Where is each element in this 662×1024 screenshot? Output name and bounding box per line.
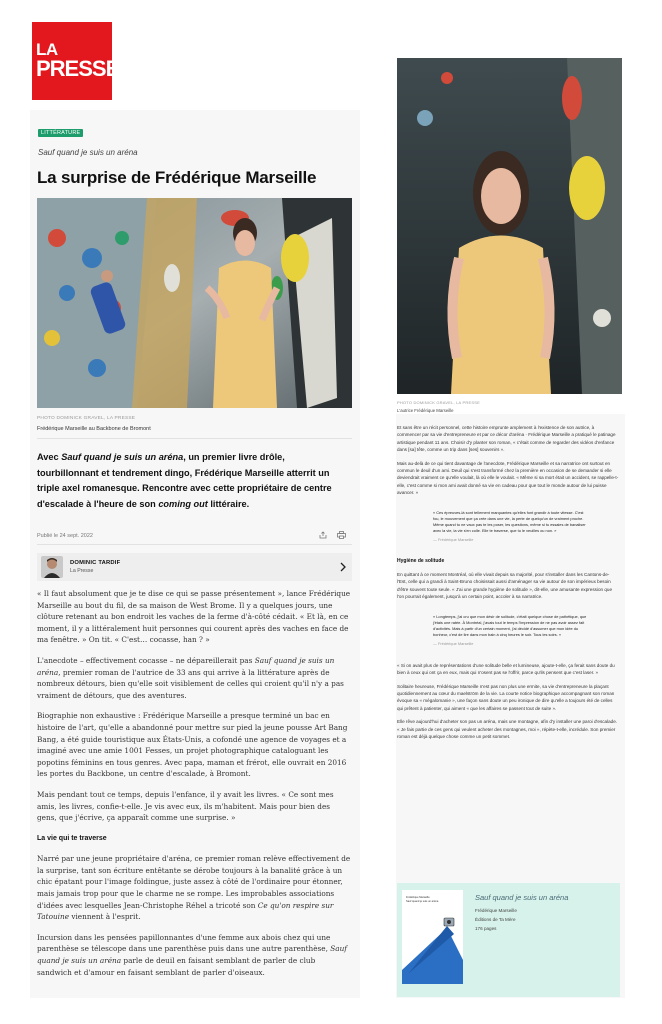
- lede-text-3: littéraire.: [207, 498, 250, 509]
- body-paragraph: Et sans être un récit personnel, cette histoire emprunte amplement à l'existence de son autrice, à commencer par sa vie d'entrepreneure et par ce décor d'aréna · Frédérique Marseille a pratiqué le patinage artistique pendant 11 ans. Choisir d'y planter son roman, « c'était comme de regarder des vidéos d'enfance dans [sa] tête, comme un trip dans [ses] souvenirs ».: [397, 425, 616, 453]
- pull-quote: [433, 614, 587, 647]
- lede-book-title: Sauf quand je suis un aréna: [61, 452, 184, 462]
- body-paragraph: [37, 932, 352, 978]
- section-subhead: La vie qui te traverse: [37, 834, 107, 842]
- article-kicker: Sauf quand je suis un aréna: [38, 148, 138, 157]
- body-paragraph: Mais au-delà de ce qui tient davantage de l'anecdote, Frédérique Marseille et sa narratrice ont surtout en commun le deuil d'un ami. Deuil qui s'est transformé chez la première en occasion de se demander si elle deviendrait vraiment ce qu'elle voulait, là où elle le voulait. « Même si sa mort était un accident, se rappelle-t-elle, c'est comme si mon ami avait donné sa vie en cadeau pour que tout le monde autour de lui puisse avancer. »: [397, 460, 619, 496]
- book-author: Frédérique Marseille: [475, 908, 517, 913]
- main-photo-credit: PHOTO DOMINICK GRAVEL, LA PRESSE: [37, 416, 136, 421]
- body-paragraph: Mais pendant tout ce temps, depuis l'enfance, il y avait les livres. « Ce sont mes amis, les livres, confie-t-elle. Je vis avec eux, ils m'habitent. Mais pour bien des gens, que j'écrive, ça apparaît comme une surprise. »: [37, 789, 334, 823]
- portrait-photo-credit: PHOTO DOMINICK GRAVEL, LA PRESSE: [397, 400, 480, 405]
- body-paragraph: Biographie non exhaustive : Frédérique Marseille a presque terminé un bac en histoire de l'art, qu'elle a abandonné pour mettre sur pied la jeune pousse Art Bang Bang, a été guide touristique aux États-Unis, a cofondé une agence de voyages et a imaginé avec une amie 1001 Fesses, un projet photographique cataloguant les popotins féminins en tous genres. Avec papa, maman et frérot, elle ouvrait en 2016 les portes du Backbone, un centre d'escalade, à Bromont.: [37, 711, 348, 779]
- paragraph-text: , premier roman de l'autrice de 33 ans qui arrive à la littérature après de nombreux détours, bien qu'elle soit visiblement de celles qui croient qu'il n'y a pas vraiment de détours, que des aventures.: [37, 667, 344, 700]
- main-photo-caption: Frédérique Marseille au Backbone de Bromont: [37, 426, 151, 432]
- la-presse-logo[interactable]: [32, 22, 120, 100]
- portrait-photo-caption: L'autrice Frédérique Marseille: [397, 408, 454, 413]
- paragraph-text: viennent à l'esprit.: [69, 912, 141, 922]
- divider: [37, 438, 352, 439]
- cover-title-text: Sauf quand je suis un aréna: [406, 900, 439, 903]
- lede-text-1: Avec: [37, 452, 62, 462]
- book-title-ref: Sauf quand je suis un aréna: [37, 944, 347, 966]
- article-lede: [37, 450, 347, 512]
- cover-author-text: Frédérique Marseille: [406, 896, 430, 899]
- print-icon[interactable]: [337, 531, 346, 539]
- section-subhead: Hygiène de solitude: [397, 557, 445, 564]
- logo-line-1: LA: [36, 40, 58, 60]
- author-publication: La Presse: [70, 568, 94, 574]
- pull-quote-text: « Ces épreuves-là sont tellement marquantes qu'elles font grandir à toute vitesse. C'est fou, le mouvement que ça crée dans une vie, la perte de quelqu'un de vraiment proche. Même quand tu ne vaux pas te les poser, les questions, même si tu essaies de banaliser avec la vie, la vie s'en colle. Elle te traverse, que tu le veuilles ou non. »: [433, 509, 586, 533]
- lede-coming-out: coming out: [158, 498, 208, 509]
- author-card[interactable]: [37, 553, 352, 581]
- book-publisher: Éditions de Ta Mère: [475, 917, 516, 922]
- divider: [37, 544, 352, 545]
- paragraph-text: Narré par une jeune propriétaire d'aréna, ce premier roman relève effectivement de la surprise, tant son écriture entêtante se dérobe toujours à la banalité grâce à un chic épatant pour l'image foldingue, juste assez à côté de l'ordinaire pour étonner, mais jamais trop pour que le charme ne se rompe. Les improbables associations d'idées avec lesquelles Jean-Christophe Réhel a tricoté son: [37, 854, 351, 910]
- body-paragraph: Elle rêve aujourd'hui d'acheter son pas un aréna, mais une montagne, afin d'y installer une paroi d'escalade. « Je fais partie de ces gens qui veulent acheter des montagnes, moi », répète-t-elle, incrédule. Son premier roman est déjà quelque chose comme un petit sommet.: [397, 719, 618, 739]
- logo-line-2: PRESSE: [36, 55, 120, 81]
- portrait-photo-image: [397, 58, 622, 394]
- body-paragraph: « Si on avait plus de représentations d'une solitude belle et lumineuse, ajoute-t-elle, ça ferait sans doute du bien à ceux qui ont ça en eux, mais qui n'osent pas se l'offrir, parce qu'ils pensent que c'est laser. »: [397, 662, 615, 676]
- book-title: Sauf quand je suis un aréna: [475, 893, 569, 902]
- body-paragraph: « Il faut absolument que je te dise ce qui se passe présentement », lance Frédérique Marseille au bout du fil, de sa maison de West Brome. Il y a quelques jours, une clôture retenant au bon endroit les vaches de la ferme d'à-côté cédait. « Et là, en ce moment, il y a littéralement huit personnes qui courent après des vaches en face de ma fenêtre. » On tit. « C'est… cocasse, han ? »: [37, 589, 351, 645]
- article-body: [37, 588, 352, 987]
- author-meta: [70, 560, 120, 574]
- chevron-right-icon[interactable]: [340, 562, 346, 572]
- section-badge[interactable]: LITTÉRATURE: [38, 129, 83, 137]
- author-avatar: [41, 556, 63, 578]
- author-name[interactable]: DOMINIC TARDIF: [70, 560, 121, 566]
- climbing-gym-photo: [37, 198, 352, 408]
- book-title-ref: Sauf quand je suis un aréna: [37, 655, 335, 677]
- body-paragraph: [37, 853, 352, 923]
- pull-quote-attribution: — Frédérique Marseille: [433, 640, 474, 646]
- share-icon[interactable]: [319, 531, 327, 539]
- article-left-column: [30, 110, 360, 998]
- book-title-ref: Ce qu'on respire sur Tatouine: [37, 900, 334, 922]
- book-info-card[interactable]: [397, 883, 620, 997]
- publish-date: Publié le 24 sept. 2022: [37, 533, 93, 539]
- book-pages: 176 pages: [475, 926, 497, 931]
- pull-quote-text: « Longtemps, j'ai cru que mon désir de solitude, c'était quelque chose de pathétique, que j'étais une ratée. À Montréal, j'avais tout le temps l'impression de ne pas avoir assez fait d'activités. Mais à partir d'un certain moment, j'ai décidé d'assumer que mon idée du bonheur, c'est de lire dans mon bain à cinq heures le soir. Tous les soirs. »: [433, 613, 587, 637]
- body-paragraph: En quittant à ce moment Montréal, où elle vivait depuis sa majorité, pour s'installer dans les Cantons-de-l'Est, celle qui a grandi à Saint-Bruno choisissait aussi d'aménager sa vie autour de son impérieux besoin d'être souvent toute seule. « J'ai une grande hygiène de solitude », dit-elle, une amusante expression que l'on pourrait également, jusqu'à un certain point, accoler à sa narratrice.: [397, 572, 612, 600]
- book-cover-art: [402, 890, 463, 984]
- lede-text-2: , un premier livre drôle, tourbillonnant et tendrement dingo, Frédérique Marseille atterrit un triple axel romanesque. Rencontre avec cette propriétaire de centre d'escalade à l'heure de son: [37, 452, 332, 509]
- article-title: La surprise de Frédérique Marseille: [37, 168, 317, 187]
- book-cover: [402, 890, 463, 984]
- portrait-photo: [397, 58, 622, 394]
- article-body-continued: [397, 424, 619, 746]
- paragraph-text: L'anecdote – effectivement cocasse – ne dépareillerait pas: [37, 655, 255, 665]
- main-photo: [37, 198, 352, 408]
- paragraph-text: parle de deuil en faisant semblant de parler de club sandwich et d'amour en faisant semblant de parler d'oiseaux.: [37, 956, 316, 977]
- paragraph-text: Incursion dans les pensées papillonnantes d'une femme aux abois chez qui une parenthèse se télescope dans une parenthèse puis dans une autre parenthèse,: [37, 932, 331, 954]
- pull-quote-attribution: — Frédérique Marseille: [433, 536, 474, 542]
- body-paragraph: Solitaire heureuse, Frédérique Marseille n'est pas non plus une ermite, sa vie d'entrepreneure la plaçant quotidiennement au cœur du maelström de la vie. La courte notice biographique accompagnant son roman évoque sa « mégalomanie », une façon sans doute un peu ironique de dire qu'elle a toujours été de celles qui prêtent à patienter, qui aiment « que les affaires se passent tout de suite ».: [397, 683, 615, 711]
- pull-quote: [433, 510, 587, 543]
- body-paragraph: [37, 655, 352, 701]
